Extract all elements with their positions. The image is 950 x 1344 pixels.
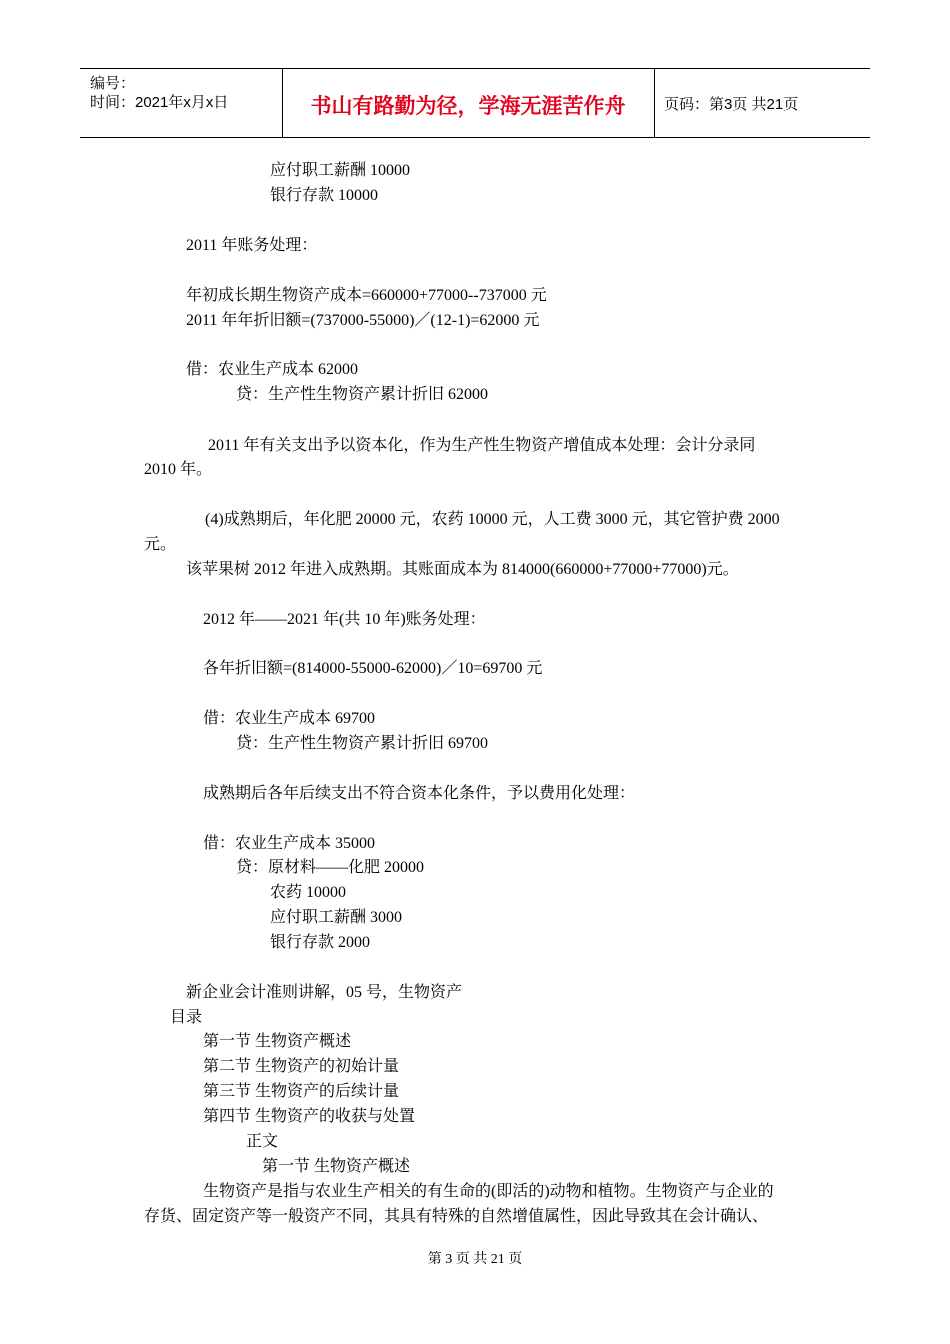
- body-line: 2010 年。: [144, 461, 213, 478]
- body-line: 贷：原材料——化肥 20000: [236, 859, 425, 876]
- body-line: 2011 年有关支出予以资本化，作为生产性生物资产增值成本处理：会计分录同: [208, 437, 756, 454]
- body-line: 银行存款 2000: [270, 934, 371, 951]
- body-line: 存货、固定资产等一般资产不同，其具有特殊的自然增值属性，因此导致其在会计确认、: [144, 1208, 769, 1225]
- header-info-cell: [80, 69, 283, 137]
- toc-item: 第一节 生物资产概述: [203, 1033, 352, 1050]
- body-line: 借：农业生产成本 69700: [203, 710, 376, 727]
- header-motto-cell: [282, 69, 655, 137]
- body-line: 贷：生产性生物资产累计折旧 69700: [236, 735, 489, 752]
- toc-item: 第二节 生物资产的初始计量: [203, 1058, 400, 1075]
- toc-item: 第四节 生物资产的收获与处置: [203, 1108, 416, 1125]
- body-line: 各年折旧额=(814000-55000-62000)／10=69700 元: [203, 660, 543, 677]
- header-page-number: 页码：第3页 共21页: [664, 96, 799, 113]
- body-line: 借：农业生产成本 35000: [203, 835, 376, 852]
- body-line: 新企业会计准则讲解，05 号，生物资产: [186, 984, 463, 1001]
- body-line: 2012 年——2021 年(共 10 年)账务处理：: [203, 611, 486, 628]
- body-line: 成熟期后各年后续支出不符合资本化条件，予以费用化处理：: [203, 785, 636, 802]
- body-line: (4)成熟期后，年化肥 20000 元，农药 10000 元，人工费 3000 元，其它管护费 2000: [205, 511, 780, 528]
- header-page-cell: [654, 69, 870, 137]
- body-line: 借：农业生产成本 62000: [186, 361, 359, 378]
- body-line: 银行存款 10000: [270, 187, 379, 204]
- body-line: 2011 年账务处理：: [186, 237, 318, 254]
- document-time-label: 时间：2021年x月x日: [90, 94, 229, 111]
- document-number-label: 编号：: [90, 75, 136, 92]
- body-line: 2011 年年折旧额=(737000-55000)／(12-1)=62000 元: [186, 312, 540, 329]
- body-line: 农药 10000: [270, 884, 347, 901]
- body-line: 生物资产是指与农业生产相关的有生命的(即活的)动物和植物。生物资产与企业的: [203, 1183, 774, 1200]
- header-motto: 书山有路勤为径，学海无涯苦作舟: [310, 95, 626, 118]
- page-footer: 第 3 页 共 21 页: [427, 1252, 523, 1267]
- page-header: [80, 68, 870, 138]
- body-line: 应付职工薪酬 3000: [270, 909, 403, 926]
- toc-item: 第三节 生物资产的后续计量: [203, 1083, 400, 1100]
- body-line: 贷：生产性生物资产累计折旧 62000: [236, 386, 489, 403]
- body-line: 元。: [144, 536, 177, 553]
- toc-title: 目录: [170, 1009, 203, 1026]
- body-line: 年初成长期生物资产成本=660000+77000--737000 元: [186, 287, 547, 304]
- body-line: 该苹果树 2012 年进入成熟期。其账面成本为 814000(660000+77000+77000)元。: [186, 561, 739, 578]
- section-heading: 正文: [246, 1133, 279, 1150]
- body-line: 应付职工薪酬 10000: [270, 162, 411, 179]
- section-heading: 第一节 生物资产概述: [262, 1158, 411, 1175]
